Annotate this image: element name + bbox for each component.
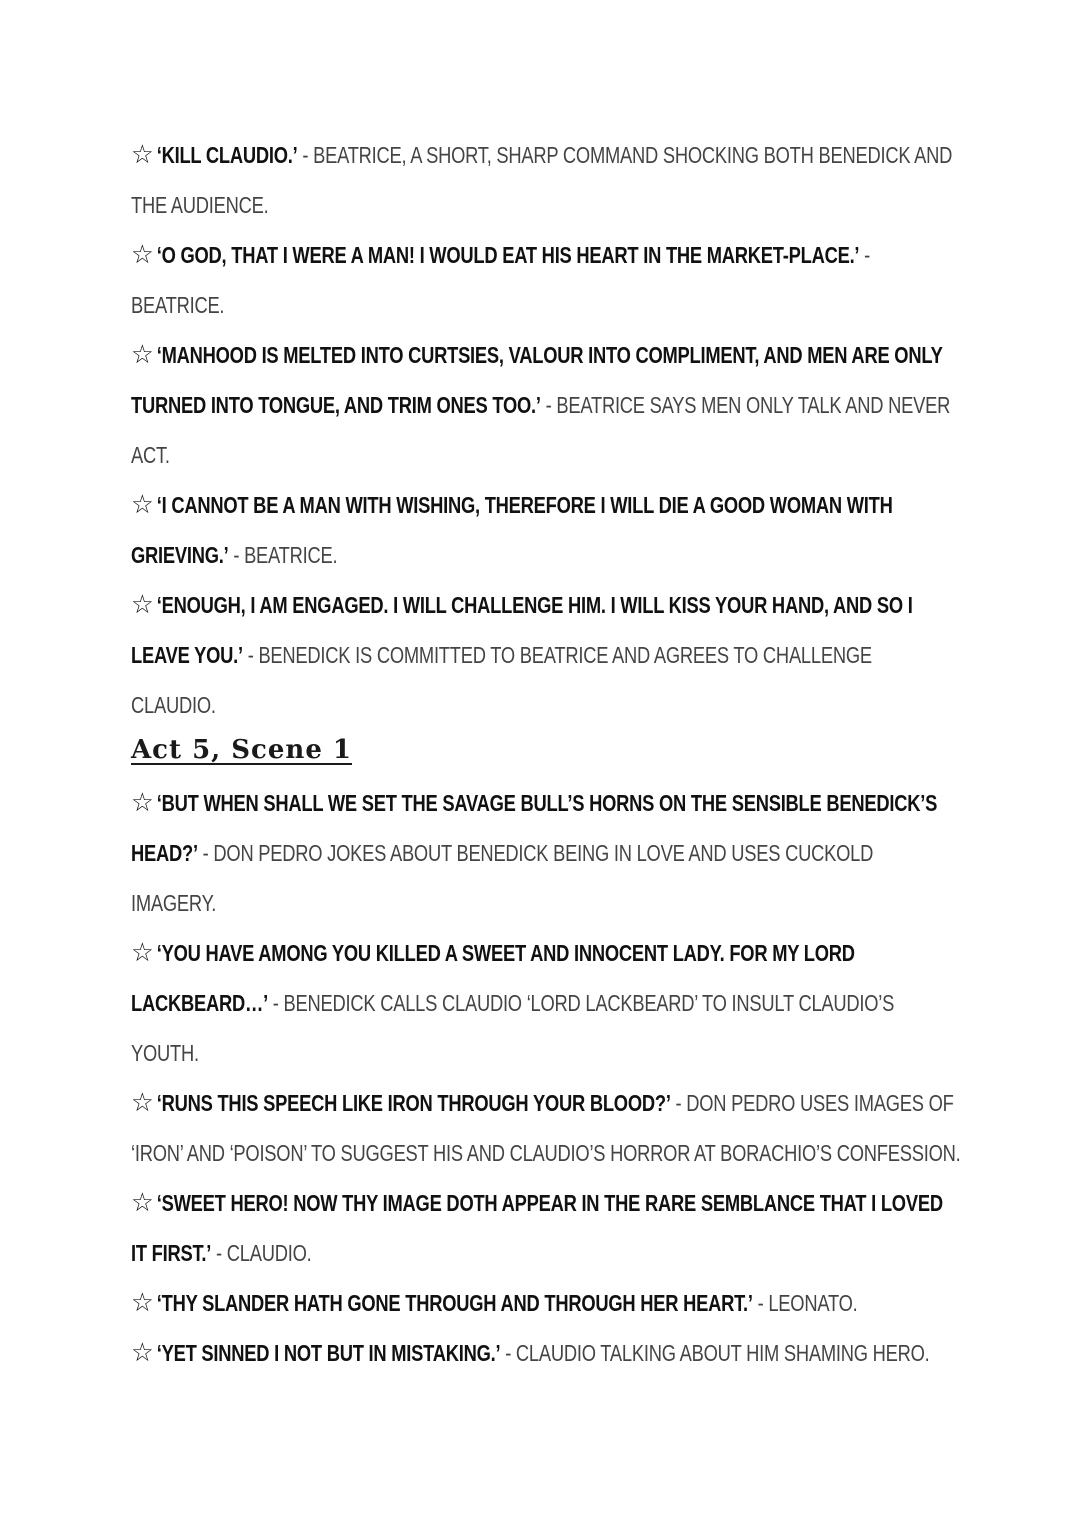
star-icon: ☆ [131,240,154,270]
quote-entry [131,1328,961,1378]
star-icon: ☆ [131,1088,154,1118]
quote-text: ‘I CANNOT BE A MAN WITH WISHING, THEREFORE I WILL DIE A GOOD WOMAN WITH GRIEVING.’ [131,492,893,568]
quote-text: ‘O GOD, THAT I WERE A MAN! I WOULD EAT HIS HEART IN THE MARKET-PLACE.’ [156,242,860,268]
star-icon: ☆ [131,1338,154,1368]
quote-text: ‘YET SINNED I NOT BUT IN MISTAKING.’ [156,1340,501,1366]
star-icon: ☆ [131,788,154,818]
quote-text: ‘RUNS THIS SPEECH LIKE IRON THROUGH YOUR BLOOD?’ [156,1090,671,1116]
star-icon: ☆ [131,938,154,968]
star-icon: ☆ [131,340,154,370]
quote-entry [131,230,961,330]
quote-entry [131,580,961,730]
star-icon: ☆ [131,140,154,170]
quote-note: - BEATRICE. [228,542,338,568]
quote-note: - CLAUDIO TALKING ABOUT HIM SHAMING HERO. [500,1340,930,1366]
quote-text: ‘YOU HAVE AMONG YOU KILLED A SWEET AND INNOCENT LADY. FOR MY LORD LACKBEARD…’ [131,940,855,1016]
quote-entry [131,330,961,480]
quote-list-act-4 [131,130,961,730]
quote-entry [131,1078,961,1178]
quote-text: ‘THY SLANDER HATH GONE THROUGH AND THROUGH HER HEART.’ [156,1290,753,1316]
quote-entry [131,130,961,230]
quote-entry [131,1278,961,1328]
star-icon: ☆ [131,590,154,620]
star-icon: ☆ [131,1288,154,1318]
quote-note: - LEONATO. [752,1290,858,1316]
quote-text: ‘ENOUGH, I AM ENGAGED. I WILL CHALLENGE HIM. I WILL KISS YOUR HAND, AND SO I LEAVE YOU.’ [131,592,913,668]
quote-text: ‘MANHOOD IS MELTED INTO CURTSIES, VALOUR INTO COMPLIMENT, AND MEN ARE ONLY TURNED INTO TONGUE, AND TRIM ONES TOO.’ [131,342,943,418]
quote-note: - BENEDICK CALLS CLAUDIO ‘LORD LACKBEARD’ TO INSULT CLAUDIO’S YOUTH. [131,990,895,1066]
quote-note: - BEATRICE. [131,242,871,318]
quote-note: - BENEDICK IS COMMITTED TO BEATRICE AND AGREES TO CHALLENGE CLAUDIO. [131,642,872,718]
quote-text: ‘SWEET HERO! NOW THY IMAGE DOTH APPEAR IN THE RARE SEMBLANCE THAT I LOVED IT FIRST.’ [131,1190,943,1266]
quote-note: - DON PEDRO USES IMAGES OF ‘IRON’ AND ‘POISON’ TO SUGGEST HIS AND CLAUDIO’S HORROR AT BORACHIO’S CONFESSION. [131,1090,961,1166]
quote-list-act-5 [131,778,961,1378]
quote-entry [131,778,961,928]
quote-note: - BEATRICE, A SHORT, SHARP COMMAND SHOCKING BOTH BENEDICK AND THE AUDIENCE. [131,142,953,218]
quote-text: ‘BUT WHEN SHALL WE SET THE SAVAGE BULL’S HORNS ON THE SENSIBLE BENEDICK’S HEAD?’ [131,790,938,866]
quote-note: - CLAUDIO. [211,1240,312,1266]
quote-note: - DON PEDRO JOKES ABOUT BENEDICK BEING IN LOVE AND USES CUCKOLD IMAGERY. [131,840,874,916]
quote-note: - BEATRICE SAYS MEN ONLY TALK AND NEVER ACT. [131,392,951,468]
star-icon: ☆ [131,490,154,520]
quote-entry [131,1178,961,1278]
quote-text: ‘KILL CLAUDIO.’ [156,142,298,168]
quote-entry [131,928,961,1078]
quote-entry [131,480,961,580]
section-heading: Act 5, Scene 1 [131,735,352,765]
star-icon: ☆ [131,1188,154,1218]
